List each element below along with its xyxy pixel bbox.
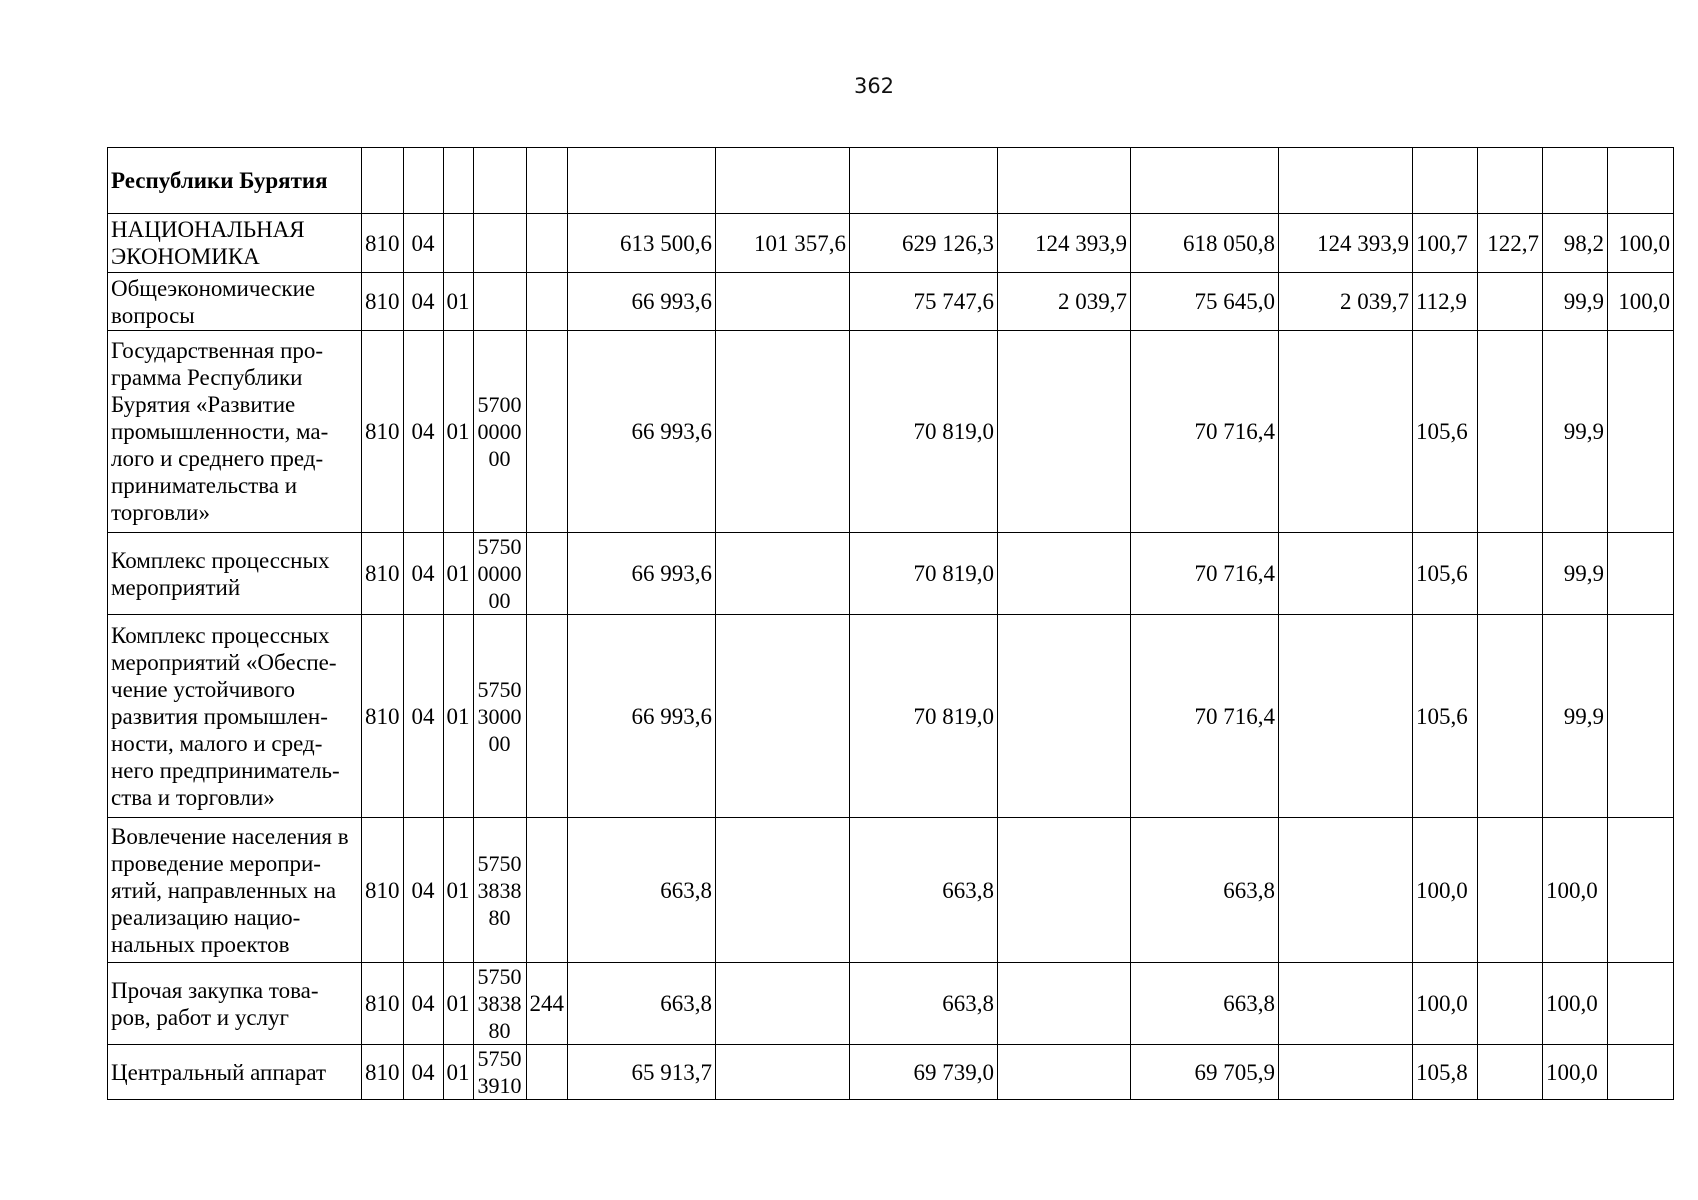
section-code: 04 xyxy=(403,818,443,963)
approved-total: 663,8 xyxy=(568,818,716,963)
percent-1: 105,6 xyxy=(1413,331,1478,533)
approved-total: 66 993,6 xyxy=(568,533,716,615)
ved-code: 810 xyxy=(362,615,404,818)
row-name: Прочая закупка това-ров, работ и услуг xyxy=(108,963,362,1045)
expense-type-code xyxy=(526,148,568,214)
row-name: Комплекс процессных мероприятий xyxy=(108,533,362,615)
executed-subvention xyxy=(1279,963,1413,1045)
percent-4: 100,0 xyxy=(1608,273,1674,331)
subsection-code: 01 xyxy=(443,1045,473,1100)
executed-subvention xyxy=(1279,331,1413,533)
percent-2 xyxy=(1478,148,1543,214)
ved-code: 810 xyxy=(362,214,404,273)
subsection-code: 01 xyxy=(443,615,473,818)
row-name: Государственная про-грамма Республики Бурятия «Развитие промышленности, ма-лого и среднего пред-принимательства и торговли» xyxy=(108,331,362,533)
executed-total: 75 645,0 xyxy=(1131,273,1279,331)
expense-type-code xyxy=(526,818,568,963)
approved-subvention xyxy=(716,818,850,963)
table-row xyxy=(108,331,1674,533)
subsection-code: 01 xyxy=(443,533,473,615)
percent-3: 98,2 xyxy=(1543,214,1608,273)
approved-subvention xyxy=(716,148,850,214)
subsection-code xyxy=(443,214,473,273)
target-article-code xyxy=(473,148,526,214)
executed-subvention: 2 039,7 xyxy=(1279,273,1413,331)
table-row xyxy=(108,214,1674,273)
approved-subvention: 101 357,6 xyxy=(716,214,850,273)
percent-3: 99,9 xyxy=(1543,533,1608,615)
plan-subvention xyxy=(998,818,1131,963)
percent-2 xyxy=(1478,273,1543,331)
approved-total: 613 500,6 xyxy=(568,214,716,273)
target-article-code xyxy=(473,214,526,273)
percent-1: 100,0 xyxy=(1413,818,1478,963)
executed-total: 618 050,8 xyxy=(1131,214,1279,273)
table-row xyxy=(108,533,1674,615)
plan-subvention xyxy=(998,1045,1131,1100)
plan-total: 663,8 xyxy=(850,818,998,963)
percent-2 xyxy=(1478,963,1543,1045)
plan-subvention xyxy=(998,533,1131,615)
ved-code: 810 xyxy=(362,818,404,963)
table-row xyxy=(108,818,1674,963)
percent-3: 99,9 xyxy=(1543,615,1608,818)
expense-type-code xyxy=(526,533,568,615)
percent-2 xyxy=(1478,818,1543,963)
approved-total xyxy=(568,148,716,214)
percent-2 xyxy=(1478,615,1543,818)
approved-total: 663,8 xyxy=(568,963,716,1045)
approved-subvention xyxy=(716,331,850,533)
percent-4 xyxy=(1608,148,1674,214)
plan-total: 629 126,3 xyxy=(850,214,998,273)
section-code: 04 xyxy=(403,331,443,533)
percent-1: 100,0 xyxy=(1413,963,1478,1045)
percent-4: 100,0 xyxy=(1608,214,1674,273)
target-article-code: 5700 0000 00 xyxy=(473,331,526,533)
section-code: 04 xyxy=(403,963,443,1045)
approved-subvention xyxy=(716,615,850,818)
subsection-code: 01 xyxy=(443,818,473,963)
executed-total: 69 705,9 xyxy=(1131,1045,1279,1100)
subsection-code: 01 xyxy=(443,273,473,331)
plan-subvention xyxy=(998,148,1131,214)
ved-code: 810 xyxy=(362,533,404,615)
executed-total: 70 716,4 xyxy=(1131,615,1279,818)
target-article-code: 5750 0000 00 xyxy=(473,533,526,615)
plan-total: 70 819,0 xyxy=(850,331,998,533)
row-name: Вовлечение населения в проведение меропри-ятий, направленных на реализацию нацио-нальных проектов xyxy=(108,818,362,963)
row-name: Центральный аппарат xyxy=(108,1045,362,1100)
approved-total: 66 993,6 xyxy=(568,273,716,331)
executed-total: 663,8 xyxy=(1131,963,1279,1045)
executed-subvention xyxy=(1279,533,1413,615)
subsection-code: 01 xyxy=(443,963,473,1045)
plan-total: 75 747,6 xyxy=(850,273,998,331)
plan-subvention xyxy=(998,963,1131,1045)
executed-total xyxy=(1131,148,1279,214)
plan-total: 70 819,0 xyxy=(850,615,998,818)
percent-3: 99,9 xyxy=(1543,331,1608,533)
approved-total: 66 993,6 xyxy=(568,615,716,818)
percent-2: 122,7 xyxy=(1478,214,1543,273)
target-article-code: 5750 3838 80 xyxy=(473,963,526,1045)
percent-2 xyxy=(1478,533,1543,615)
expense-type-code xyxy=(526,273,568,331)
section-code: 04 xyxy=(403,214,443,273)
percent-4 xyxy=(1608,963,1674,1045)
expense-type-code xyxy=(526,1045,568,1100)
percent-2 xyxy=(1478,331,1543,533)
plan-total: 70 819,0 xyxy=(850,533,998,615)
percent-3: 100,0 xyxy=(1543,1045,1608,1100)
expense-type-code xyxy=(526,615,568,818)
approved-total: 65 913,7 xyxy=(568,1045,716,1100)
section-code: 04 xyxy=(403,273,443,331)
percent-1: 100,7 xyxy=(1413,214,1478,273)
row-name: НАЦИОНАЛЬНАЯ ЭКОНОМИКА xyxy=(108,214,362,273)
percent-3: 100,0 xyxy=(1543,963,1608,1045)
plan-total xyxy=(850,148,998,214)
percent-1: 105,8 xyxy=(1413,1045,1478,1100)
percent-3: 100,0 xyxy=(1543,818,1608,963)
section-code: 04 xyxy=(403,533,443,615)
subsection-code: 01 xyxy=(443,331,473,533)
table-row xyxy=(108,963,1674,1045)
ved-code: 810 xyxy=(362,331,404,533)
executed-subvention xyxy=(1279,1045,1413,1100)
executed-total: 663,8 xyxy=(1131,818,1279,963)
percent-1: 105,6 xyxy=(1413,615,1478,818)
executed-total: 70 716,4 xyxy=(1131,533,1279,615)
row-name: Комплекс процессных мероприятий «Обеспе-чение устойчивого развития промышлен-ности, малого и сред-него предприниматель-ства и торговли» xyxy=(108,615,362,818)
page-number: 362 xyxy=(853,74,895,98)
plan-subvention xyxy=(998,615,1131,818)
table-body xyxy=(108,148,1674,1100)
section-code xyxy=(403,148,443,214)
ved-code: 810 xyxy=(362,273,404,331)
plan-subvention: 124 393,9 xyxy=(998,214,1131,273)
target-article-code xyxy=(473,273,526,331)
percent-1: 112,9 xyxy=(1413,273,1478,331)
percent-4 xyxy=(1608,1045,1674,1100)
approved-subvention xyxy=(716,273,850,331)
section-code: 04 xyxy=(403,1045,443,1100)
subsection-code xyxy=(443,148,473,214)
expense-type-code xyxy=(526,331,568,533)
expense-type-code xyxy=(526,214,568,273)
percent-4 xyxy=(1608,533,1674,615)
percent-2 xyxy=(1478,1045,1543,1100)
ved-code: 810 xyxy=(362,963,404,1045)
percent-1: 105,6 xyxy=(1413,533,1478,615)
approved-subvention xyxy=(716,963,850,1045)
plan-subvention: 2 039,7 xyxy=(998,273,1131,331)
executed-subvention xyxy=(1279,818,1413,963)
executed-subvention xyxy=(1279,148,1413,214)
ved-code: 810 xyxy=(362,1045,404,1100)
target-article-code: 5750 3838 80 xyxy=(473,818,526,963)
table-row xyxy=(108,615,1674,818)
percent-4 xyxy=(1608,615,1674,818)
table-row xyxy=(108,1045,1674,1100)
expense-type-code: 244 xyxy=(526,963,568,1045)
percent-4 xyxy=(1608,331,1674,533)
plan-subvention xyxy=(998,331,1131,533)
row-name: Республики Бурятия xyxy=(108,148,362,214)
approved-total: 66 993,6 xyxy=(568,331,716,533)
row-name: Общеэкономические вопросы xyxy=(108,273,362,331)
percent-4 xyxy=(1608,818,1674,963)
approved-subvention xyxy=(716,1045,850,1100)
table-row xyxy=(108,148,1674,214)
percent-3: 99,9 xyxy=(1543,273,1608,331)
executed-subvention xyxy=(1279,615,1413,818)
target-article-code: 5750 3910 xyxy=(473,1045,526,1100)
ved-code xyxy=(362,148,404,214)
executed-total: 70 716,4 xyxy=(1131,331,1279,533)
approved-subvention xyxy=(716,533,850,615)
table-row xyxy=(108,273,1674,331)
target-article-code: 5750 3000 00 xyxy=(473,615,526,818)
percent-3 xyxy=(1543,148,1608,214)
plan-total: 69 739,0 xyxy=(850,1045,998,1100)
plan-total: 663,8 xyxy=(850,963,998,1045)
budget-table xyxy=(107,147,1674,1100)
section-code: 04 xyxy=(403,615,443,818)
percent-1 xyxy=(1413,148,1478,214)
executed-subvention: 124 393,9 xyxy=(1279,214,1413,273)
